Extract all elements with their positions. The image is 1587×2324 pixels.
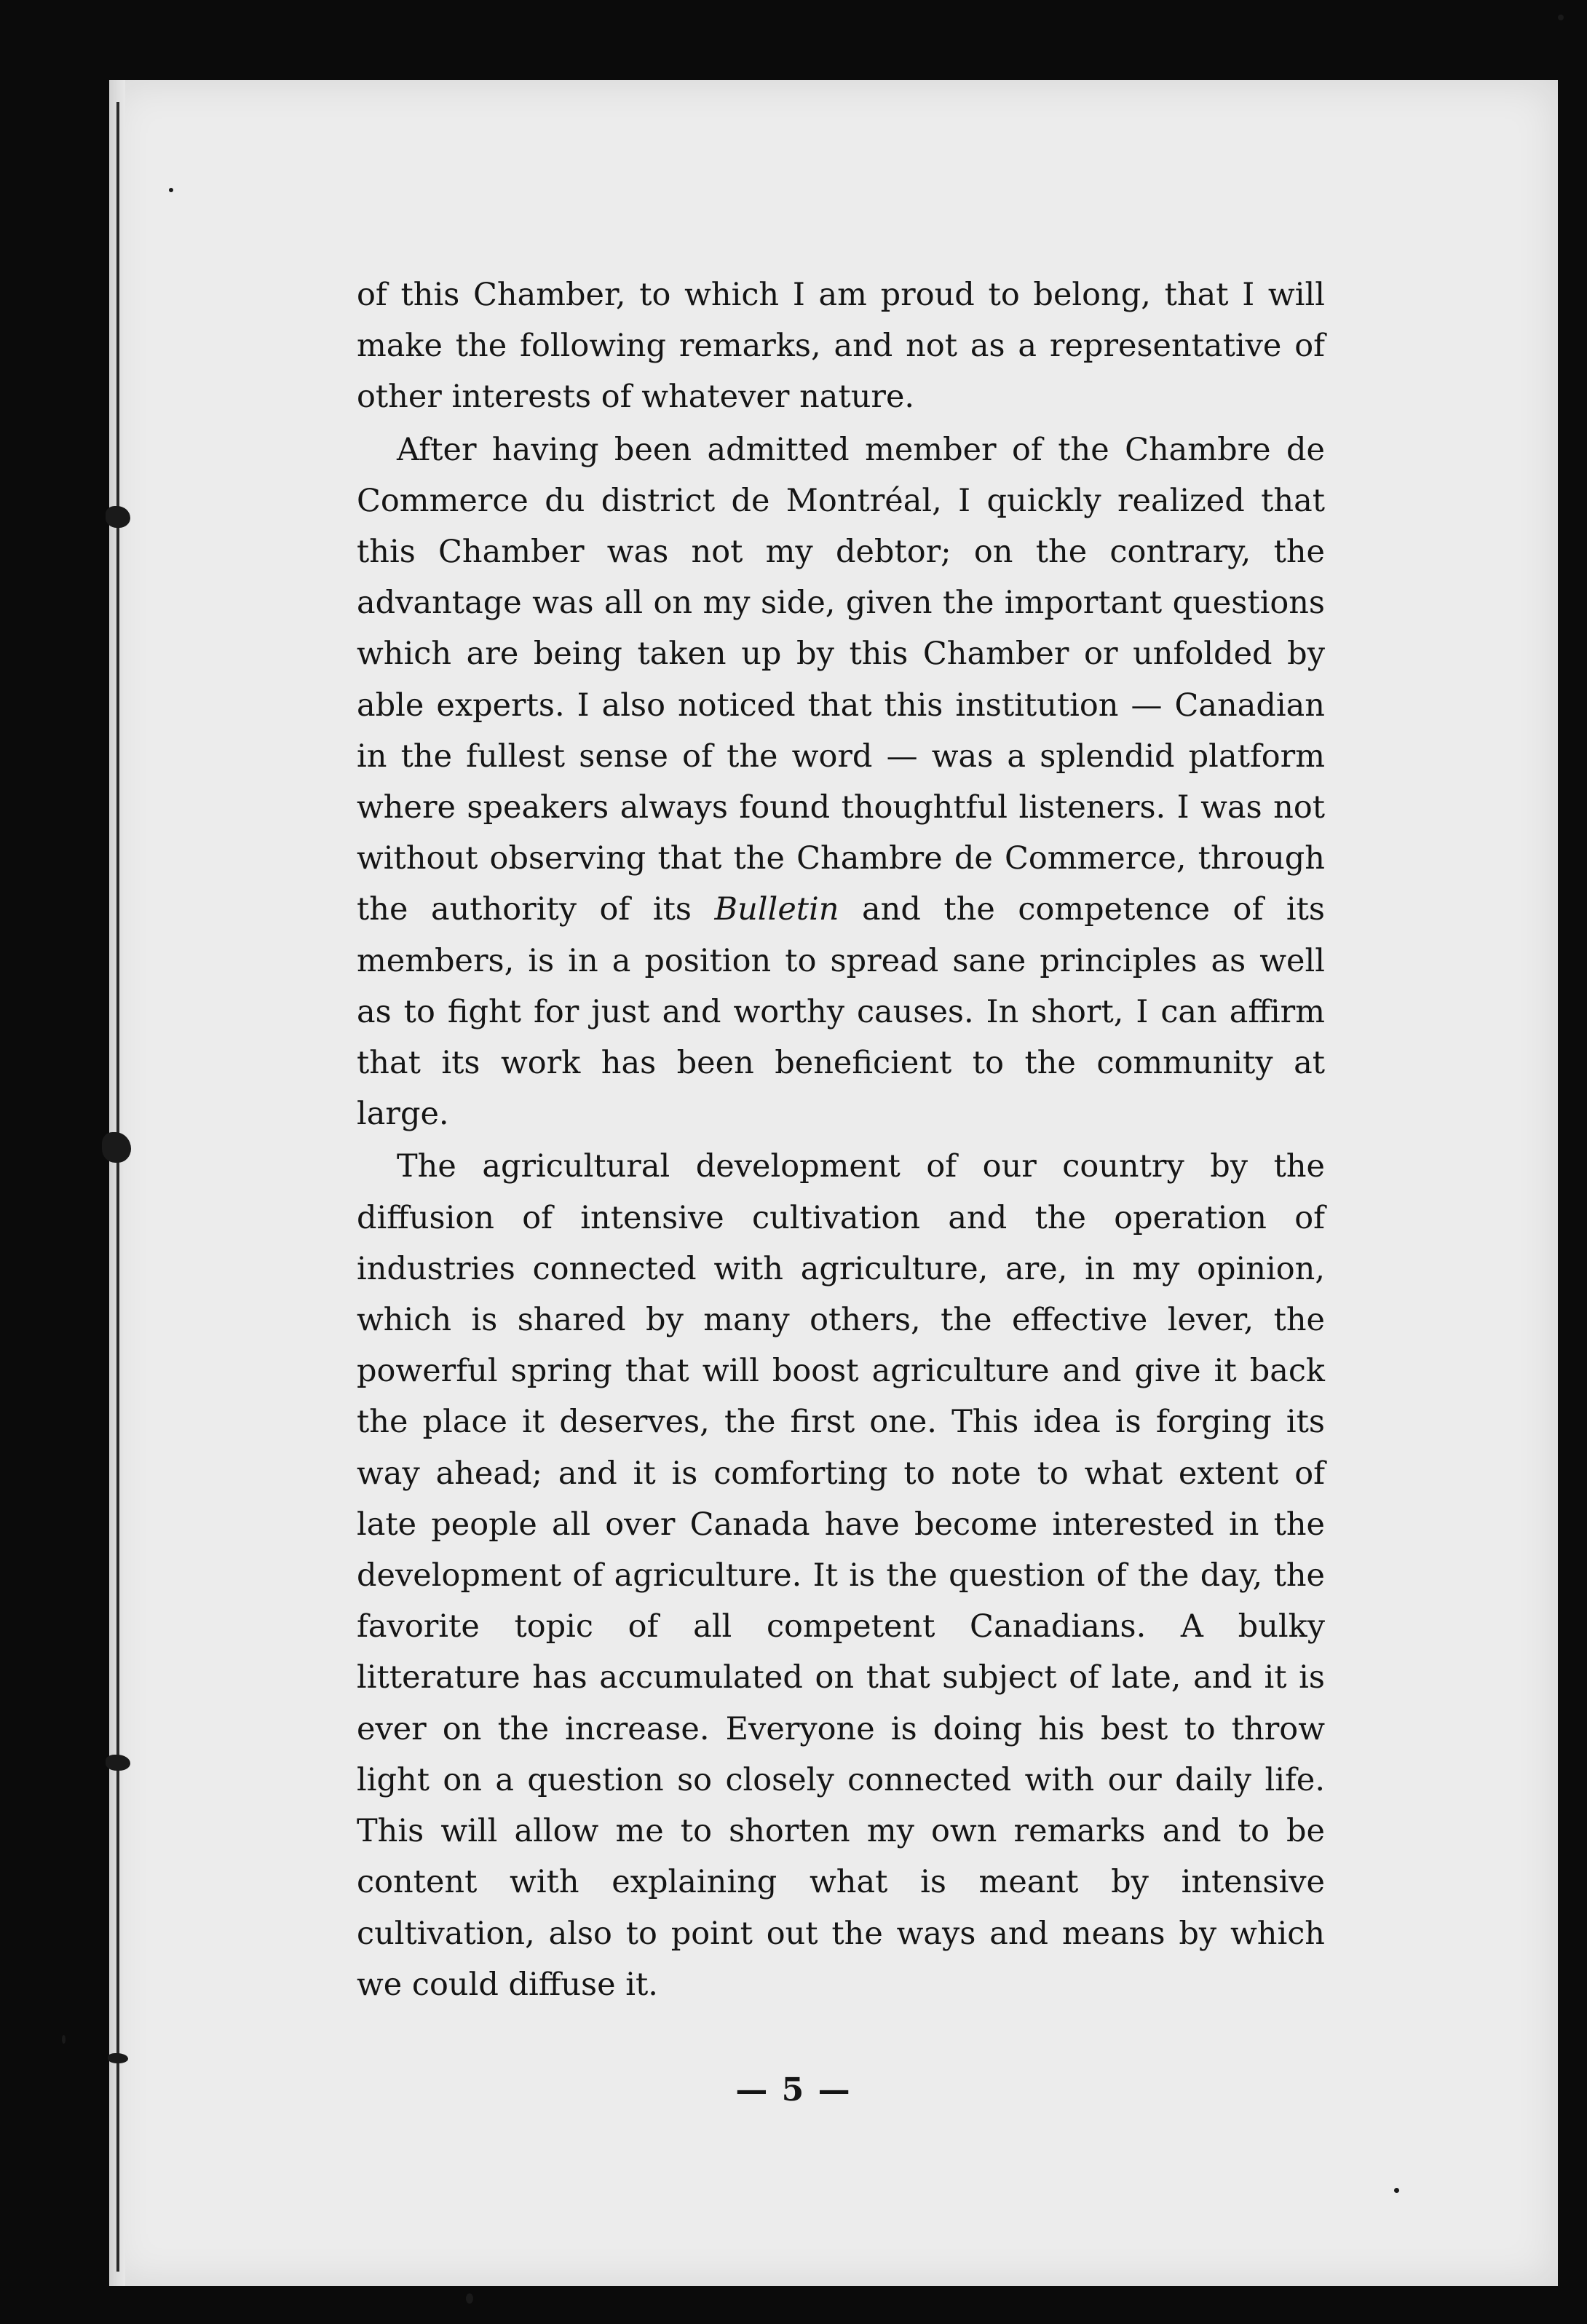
paragraph: The agricultural development of our country by the diffusion of intensive cultivation and the operation of industries connected with agriculture, are, in my opinion, which is shared by many others, the effective lever, the powerful spring that will boost agriculture and give it back the place it deserves, the first one. This idea is forging its way ahead; and it is comforting to note to what extent of late people all over Canada have become interested in the development of agriculture. It is the question of the day, the favorite topic of all competent Canadians. A bulky litterature has accumulated on that subject of late, and it is ever on the increase. Everyone is doing his best to throw light on a question so closely connected with our daily life. This will allow me to shorten my own remarks and to be content with explaining what is meant by intensive cultivation, also to point out the ways and means by which we could diffuse it. [357,1148,1325,2003]
scan-speck [169,188,173,192]
binding-stitch-mark [108,2053,128,2063]
italic-title: Bulletin [714,891,839,928]
binding-stitch-mark [106,1755,130,1771]
scan-speck [466,2293,473,2304]
binding-stitch-mark [102,1132,131,1163]
scan-speck [62,2035,66,2044]
paragraph: of this Chamber, to which I am proud to belong, that I will make the following remarks, and not as a representative of other interests of whatever nature. [357,277,1325,416]
scan-speck [1558,15,1564,20]
binding-stitch-mark [106,506,130,528]
paragraph: After having been admitted member of the Chambre de Commerce du district de Montréal, I quickly realized that this Chamber was not my debtor; on the contrary, the advantage was all on my side, given the important questions which are being taken up by this Chamber or unfolded by able experts. I also noticed that this institution — Canadian in the fullest sense of the word — was a splendid platform where speakers always found thoughtful listeners. I was not without observing that the Chambre de Commerce, through the authority of its Bulletin and the competence of its members, is in a position to spread sane principles as well as to fight for just and worthy causes. In short, I can affirm that its work has been beneficient to the community at large. [357,431,1325,1133]
body-text [357,269,1325,2010]
page-number: — 5 — [735,2071,852,2108]
scan-speck [1394,2188,1399,2193]
binding-line [116,102,119,2272]
